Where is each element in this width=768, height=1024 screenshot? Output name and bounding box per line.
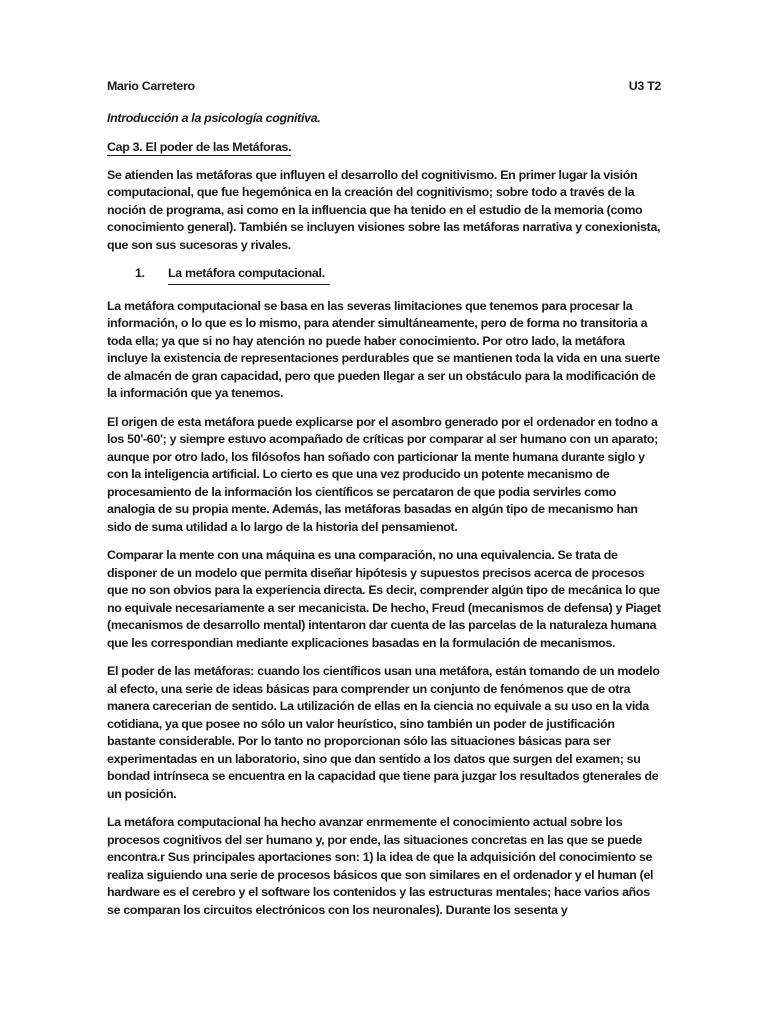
chapter-heading-row [107, 139, 661, 157]
doc-paragraph: El poder de las metáforas: cuando los científicos usan una metáfora, están tomando de un modelo al efecto, una serie de ideas básicas para comprender un conjunto de fenómenos que de otra manera carecerian de sentido. La utilización de ellas en la ciencia no equivale a su uso en la vida cotidiana, ya que posee no sólo un valor heurístico, sino también un poder de justificación bastante considerable. Por lo tanto no proporcionan sólo las situaciones básicas para ser experimentadas en un laboratorio, sino que dan sentido a los datos que surgen del examen; su bondad intrínseca se encuentra en la capacidad que tiene para juzgar los resultados gtenerales de un posición. [107, 664, 660, 801]
intro-paragraph: Se atienden las metáforas que influyen el desarrollo del cognitivismo. En primer lugar la visión computacional, que fue hegemónica en la creación del cognitivismo; sobre todo a través de la noción de programa, asi como en la influencia que ha tenido en el estudio de la memoria (como conocimiento general). También se incluyen visiones sobre las metáforas narrativa y conexionista, que son sus sucesoras y rivales. [107, 167, 661, 252]
section-heading: La metáfora computacional. [168, 265, 330, 285]
chapter-heading: Cap 3. El poder de las Metáforas. [107, 140, 292, 154]
author-name: Mario Carretero [107, 79, 195, 93]
doc-paragraph: La metáfora computacional se basa en las severas limitaciones que tenemos para procesar la información, o lo que es lo mismo, para atender simultáneamente, pero de forma no transitoria a toda ella; ya que si no hay atención no puede haber conocimiento. Por otro lado, la metáfora incluye la existencia de representaciones perdurables que se mantienen toda la vida en una suerte de almacén de gran capacidad, pero que pueden llegar a ser un obstáculo para la modificación de la información que ya tenemos. [107, 298, 660, 400]
page-header [107, 78, 661, 96]
section-heading-row [135, 265, 661, 285]
document-title: Introducción a la psicología cognitiva. [107, 110, 321, 125]
header-tag: U3 T2 [628, 79, 661, 93]
section-number: 1. [135, 266, 145, 280]
doc-paragraph: Comparar la mente con una máquina es una comparación, no una equivalencia. Se trata de disponer de un modelo que permita diseñar hipótesis y supuestos precisos acerca de procesos que no son obvios para la experiencia directa. Es decir, comprender algún tipo de mecánica lo que no equivale necesariamente a ser mecanicista. De hecho, Freud (mecanismos de defensa) y Piaget (mecanismos de desarrollo mental) intentaron dar cuenta de las parcelas de la naturaleza humana que les correspondian mediante explicaciones basadas en la formulación de mecanismos. [107, 548, 661, 650]
doc-paragraph: La metáfora computacional ha hecho avanzar enrmemente el conocimiento actual sobre los procesos cognitivos del ser humano y, por ende, las situaciones concretas en las que se puede encontra.r Sus principales aportaciones son: 1) la idea de que la adquisición del conocimiento se realiza siguiendo una serie de procesos básicos que son similares en el ordenador y el human (el hardware es el cerebro y el software los contenidos y las estructuras mentales; hace varios años se comparan los circuitos electrónicos con los neuronales). Durante los sesenta y [107, 815, 654, 917]
doc-paragraph: El origen de esta metáfora puede explicarse por el asombro generado por el ordenador en todno a los 50'-60'; y siempre estuvo acompañado de críticas por comparar al ser humano con un aparato; aunque por otro lado, los filósofos han soñado con particionar la mente humana durante siglo y con la inteligencia artificial. Lo cierto es que una vez producido un potente mecanismo de procesamiento de la información los científicos se percataron de que podia servirles como analogia de su propia mente. Además, las metáforas basadas en algún tipo de mecanismo han sido de suma utilidad a lo largo de la historia del pensamienot. [107, 414, 658, 534]
